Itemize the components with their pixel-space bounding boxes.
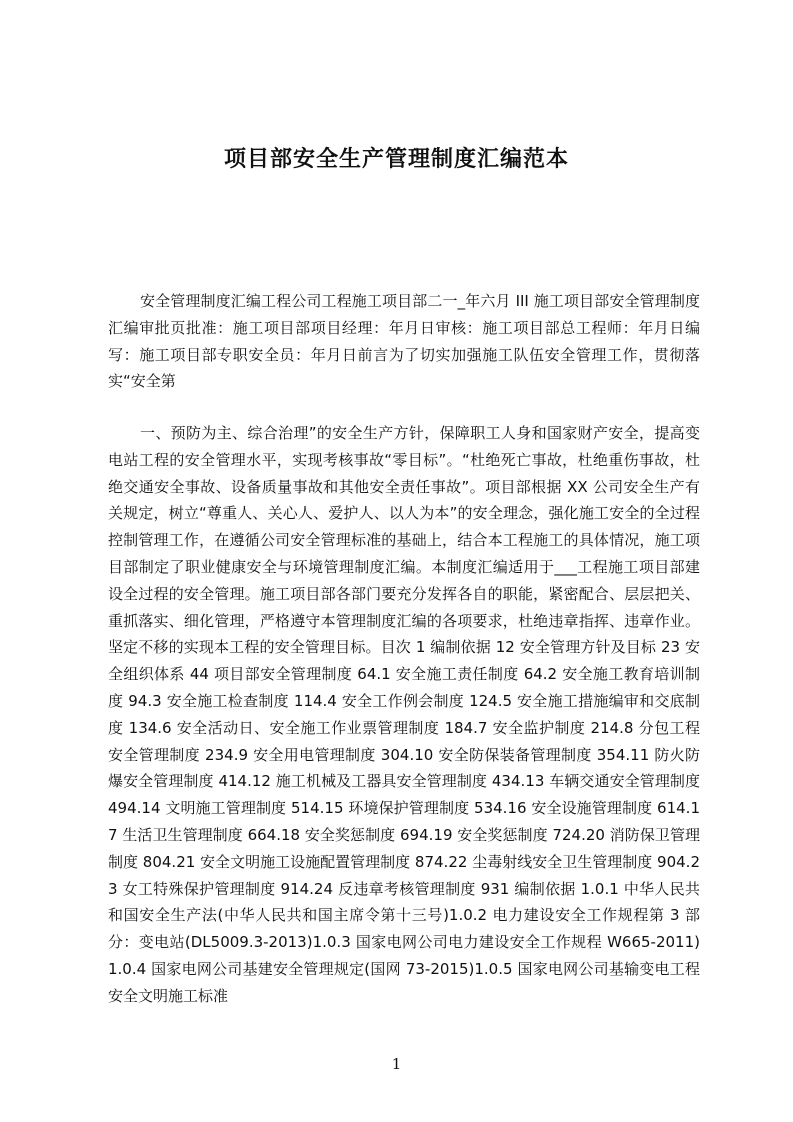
page-number: 1: [391, 1055, 402, 1073]
document-title: 项目部安全生产管理制度汇编范本: [223, 147, 569, 172]
body-paragraph-main: 一、预防为主、综合治理”的安全生产方针，保障职工人身和国家财产安全，提高变电站工程的安全管理水平，实现考核事故“零目标”。“杜绝死亡事故，杜绝重伤事故，杜绝交通安全事故、设备质量事故和其他安全责任事故”。项目部根据 XX 公司安全生产有关规定，树立“尊重人、关心人、爱护人、以人为本”的安全理念，强化施工安全的全过程控制管理工作，在遵循公司安全管理标准的基础上，结合本工程施工的具体情况，施工项目部制定了职业健康安全与环境管理制度汇编。本制度汇编适用于___工程施工项目部建设全过程的安全管理。施工项目部各部门要充分发挥各自的职能，紧密配合、层层把关、重抓落实、细化管理，严格遵守本管理制度汇编的各项要求，杜绝违章指挥、违章作业。坚定不移的实现本工程的安全管理目标。目次 1 编制依据 12 安全管理方针及目标 23 安全组织体系 44 项目部安全管理制度 64.1 安全施工责任制度 64.2 安全施工教育培训制度 94.3 安全施工检查制度 114.4 安全工作例会制度 124.5 安全施工措施编审和交底制度 134.6 安全活动日、安全施工作业票管理制度 184.7 安全监护制度 214.8 分包工程安全管理制度 234.9 安全用电管理制度 304.10 安全防保装备管理制度 354.11 防火防爆安全管理制度 414.12 施工机械及工器具安全管理制度 434.13 车辆交通安全管理制度 494.14 文明施工管理制度 514.15 环境保护管理制度 534.16 安全设施管理制度 614.17 生活卫生管理制度 664.18 安全奖惩制度 694.19 安全奖惩制度 724.20 消防保卫管理制度 804.21 安全文明施工设施配置管理制度 874.22 尘毒射线安全卫生管理制度 904.23 女工特殊保护管理制度 914.24 反违章考核管理制度 931 编制依据 1.0.1 中华人民共和国安全生产法(中华人民共和国主席令第十三号)1.0.2 电力建设安全工作规程第 3 部分：变电站(DL5009.3-2013)1.0.3 国家电网公司电力建设安全工作规程 W665-2011)1.0.4 国家电网公司基建安全管理规定(国网 73-2015)1.0.5 国家电网公司基输变电工程安全文明施工标准: [108, 424, 700, 1005]
body-paragraph-intro: 安全管理制度汇编工程公司工程施工项目部二一_年六月 III 施工项目部安全管理制度汇编审批页批准：施工项目部项目经理：年月日审核：施工项目部总工程师：年月日编写：施工项目部专职安全员：年月日前言为了切实加强施工队伍安全管理工作，贯彻落实“安全第: [108, 292, 700, 391]
